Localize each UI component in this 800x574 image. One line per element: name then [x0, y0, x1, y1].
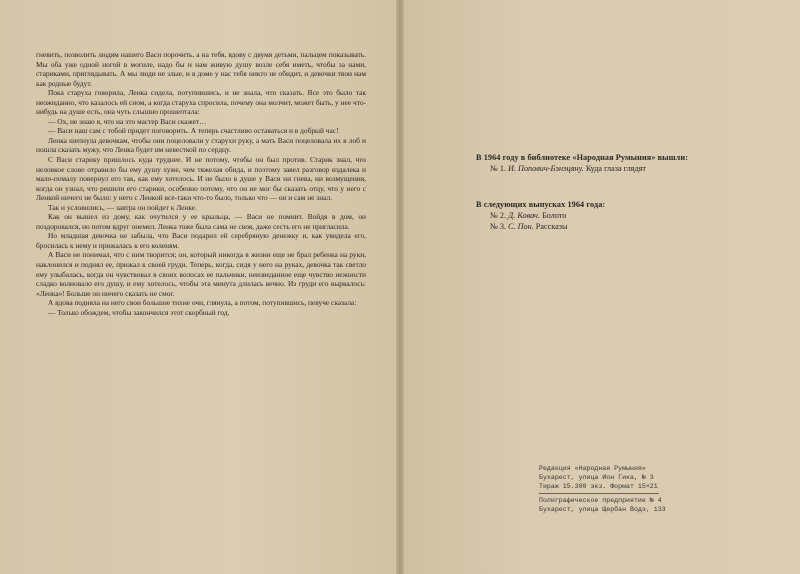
paragraph: — Васи наш сам с тобой придет поговорить. А теперь счастливо оставаться и в добрый час!	[48, 126, 339, 136]
imprint-editor: Редакция «Народная Румыния»	[539, 465, 646, 472]
paragraph: — Ох, не знаю я, что на это мастер Васи скажет…	[48, 116, 207, 126]
upcoming-heading: В следующих выпусках 1964 года:	[476, 200, 606, 209]
paragraph: Ленка шепнула девочкам, чтобы они поцеловали у старухи руку, а мать Васи поцеловала их в лоб и пошла сказать мужу, что Ленка будет им невесткой по сердцу.	[36, 135, 366, 155]
paragraph: Пока старуха говорила, Ленка сидела, потупившись, и не знала, что сказать. Все это было так неожиданно, что казалось ей сном, а когда старуха спросила, почему она молчит, может быть, у нее что-нибудь на душе есть, она чуть слышно прошептала:	[36, 88, 366, 117]
paragraph: А вдова подняла на него свои большие тихие очи, глянула, а потом, потупившись, певуче сказала:	[48, 298, 357, 308]
imprint-divider	[539, 493, 659, 494]
book-spine	[396, 0, 404, 574]
list-item	[476, 210, 605, 221]
paragraph: Но младшая девочка не забыла, что Васи подарил ей серебряную денежку и, как увидела его, бросилась к нему и прижалась к его коленям.	[36, 231, 366, 250]
imprint-print-specs: Тираж 15.300 экз. Формат 15×21	[539, 483, 658, 491]
item-number: № 3.	[490, 222, 506, 231]
item-title: Болото	[542, 211, 567, 220]
list-item	[476, 163, 688, 174]
item-title: Куда глаза глядят	[585, 164, 646, 173]
imprint-printer-address: Бухарест, улица Щербан Водэ, 133	[539, 505, 666, 513]
paragraph: — Только обождем, чтобы закончился этот скорбный год.	[48, 307, 230, 317]
item-author: С. Пон.	[508, 222, 534, 231]
imprint-printer: Полиграфическое предприятие № 4	[539, 496, 662, 504]
paragraph: Как он вышел из дому, как очутился у ее крыльца, — Васи не помнит. Войдя в дом, он поздоровался, но потом вдруг онемел. Ленка тоже была сама не своя, даже сесть его не пригласила.	[36, 212, 366, 231]
right-page	[404, 0, 800, 574]
paragraph: С Васи старику пришлось куда труднее. И не потому, чтобы он был против. Старик знал, что неловкое слово отравило бы ему душу хуже, чем тяжелая обида, и поэтому завел разговор издалека и мало-помалу повернул его так, как ему хотелось. И не было в душе у Васи ни гнева, ни возмущения, когда он узнал, что решили его старики, особенно потому, что он не мог бы сказать отцу, что у него с Ленкой ничего не было: у него с Ленкой все-таки что-то было, только что — он и сам не знал.	[36, 155, 366, 203]
imprint-editor-address: Бухарест, улица Ион Гика, № 3	[539, 474, 654, 482]
paragraph: гневить, позволить людям нашего Васи порочить, а на тебя, вдову с двумя детьми, пальцем показывать. Мы оба уже одной ногой в могиле, надо бы и нам живую душу возле себя иметь, чтобы за нами, стариками, приглядывать. А мы люди не злые, и в доме у нас тебя никто не обидит, и девочки твои нам как родные будут.	[36, 50, 366, 88]
item-author: Д. Ковач.	[508, 211, 541, 220]
published-list	[476, 152, 688, 174]
paragraph: А Васи не понимал, что с ним творится; он, который никогда в жизни еще не брал ребенка на руки, наклонился и поднял ее, прижал к своей груди. Теперь, когда, сидя у него на руках, девочка так светло ему улыбалась, когда он чувствовал в своих волосах ее пальчики, неизведанное еще чувство нежности сладко волновало его душу, и ему хотелось, чтобы эта минута длилась вечно. Из груди его вырвалось: «Ленка»! Больше он ничего сказать не смог.	[36, 250, 366, 298]
item-title: Рассказы	[535, 222, 568, 231]
story-text	[36, 50, 366, 317]
item-number: № 2.	[490, 211, 506, 220]
left-page	[0, 0, 396, 574]
imprint-block	[539, 464, 666, 514]
list-item	[476, 221, 605, 232]
item-author: И. Попович-Бэнэцяну.	[508, 164, 584, 173]
upcoming-list	[476, 199, 605, 232]
paragraph: Так и условились, — завтра он пойдет к Ленке.	[48, 202, 197, 212]
item-number: № 1.	[490, 164, 506, 173]
published-heading: В 1964 году в библиотеке «Народная Румыния» вышли:	[476, 153, 689, 162]
